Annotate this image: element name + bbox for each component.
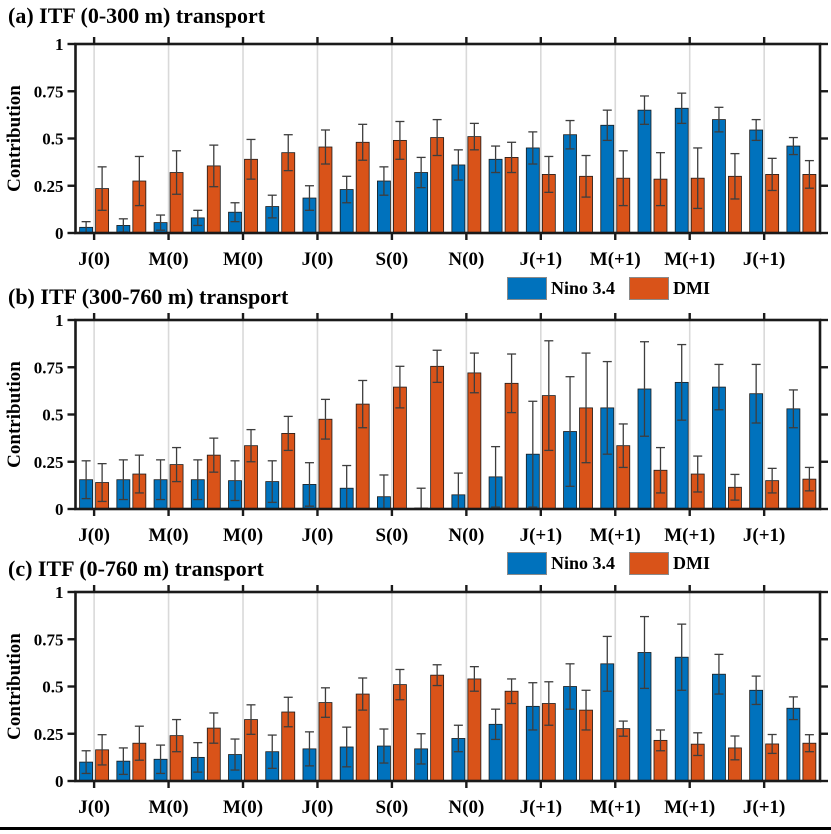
x-tick-label: J(0): [78, 525, 110, 546]
x-tick-label: J(+1): [519, 249, 563, 270]
x-tick-label: J(0): [78, 797, 110, 818]
panel-b-title: (b) ITF (300-760 m) transport: [8, 284, 289, 309]
panel-a-title: (a) ITF (0-300 m) transport: [8, 3, 266, 28]
bar: [675, 108, 688, 233]
axes-box: [76, 320, 821, 509]
x-tick-label: M(0): [148, 249, 189, 270]
legend-b: [507, 552, 710, 575]
y-tick-label: 0.25: [33, 724, 64, 744]
legend-swatch-dmi: [629, 277, 669, 300]
axes-box: [76, 44, 821, 233]
legend-label-nino34: Nino 3.4: [551, 553, 616, 573]
bar: [431, 366, 444, 509]
y-tick-label: 0.5: [42, 129, 64, 149]
x-tick-label: M(0): [222, 797, 264, 818]
y-axis-label: Contribution: [4, 85, 25, 192]
bar: [787, 146, 800, 233]
y-tick-label: 0.75: [33, 358, 64, 378]
y-tick-label: 0.75: [33, 82, 64, 102]
bar: [468, 679, 481, 781]
x-tick-label: M(0): [222, 249, 264, 270]
y-axis-label: Contribution: [4, 361, 25, 468]
legend-swatch-nino34: [507, 552, 547, 575]
y-tick-label: 0.5: [42, 677, 64, 697]
x-tick-label: S(0): [375, 797, 409, 818]
x-tick-label: M(+1): [664, 525, 716, 546]
x-tick-label: M(0): [148, 797, 189, 818]
x-tick-label: S(0): [375, 249, 409, 270]
x-tick-label: J(0): [78, 249, 110, 270]
x-tick-label: M(+1): [589, 525, 641, 546]
axes-box: [76, 592, 821, 781]
y-tick-label: 0.75: [33, 630, 64, 650]
x-tick-label: M(0): [148, 525, 189, 546]
bar: [638, 110, 651, 233]
x-tick-label: N(0): [448, 797, 485, 818]
bar: [601, 125, 614, 233]
bar: [431, 675, 444, 781]
x-tick-label: J(0): [301, 525, 334, 546]
y-axis-label: Contribution: [4, 633, 25, 740]
y-tick-label: 0: [55, 224, 64, 243]
panel-c-chart: [0, 578, 831, 828]
x-tick-label: M(0): [222, 525, 264, 546]
y-tick-label: 0.5: [42, 405, 64, 425]
x-tick-label: J(+1): [742, 525, 786, 546]
bottom-rule: [0, 827, 831, 830]
x-tick-label: M(+1): [664, 797, 716, 818]
x-tick-label: M(+1): [664, 249, 716, 270]
bar: [505, 691, 518, 781]
panel-a-chart: [0, 30, 831, 280]
legend-label-nino34: Nino 3.4: [551, 278, 616, 298]
x-tick-label: J(+1): [742, 797, 786, 818]
panel-b-chart: [0, 306, 831, 556]
y-tick-label: 0.25: [33, 452, 64, 472]
x-tick-label: J(+1): [742, 249, 786, 270]
panel-c-title: (c) ITF (0-760 m) transport: [8, 556, 264, 581]
legend-swatch-dmi: [629, 552, 669, 575]
y-tick-label: 1: [55, 583, 64, 602]
x-tick-label: N(0): [448, 249, 485, 270]
y-tick-label: 0: [55, 500, 64, 519]
legend-label-dmi: DMI: [673, 553, 711, 573]
x-tick-label: M(+1): [589, 797, 641, 818]
legend-swatch-nino34: [507, 277, 547, 300]
bar: [750, 130, 763, 233]
x-tick-label: J(+1): [519, 525, 563, 546]
x-tick-label: S(0): [375, 525, 409, 546]
x-tick-label: J(+1): [519, 797, 563, 818]
x-tick-label: M(+1): [589, 249, 641, 270]
bar: [712, 120, 725, 233]
y-tick-label: 0.25: [33, 176, 64, 196]
error-bar: [417, 488, 426, 509]
bar: [468, 137, 481, 233]
x-tick-label: N(0): [448, 525, 485, 546]
x-tick-label: J(0): [301, 249, 334, 270]
legend-a: [507, 277, 710, 300]
legend-label-dmi: DMI: [673, 278, 711, 298]
x-tick-label: J(0): [301, 797, 334, 818]
y-tick-label: 1: [55, 311, 64, 330]
y-tick-label: 1: [55, 35, 64, 54]
y-tick-label: 0: [55, 772, 64, 791]
